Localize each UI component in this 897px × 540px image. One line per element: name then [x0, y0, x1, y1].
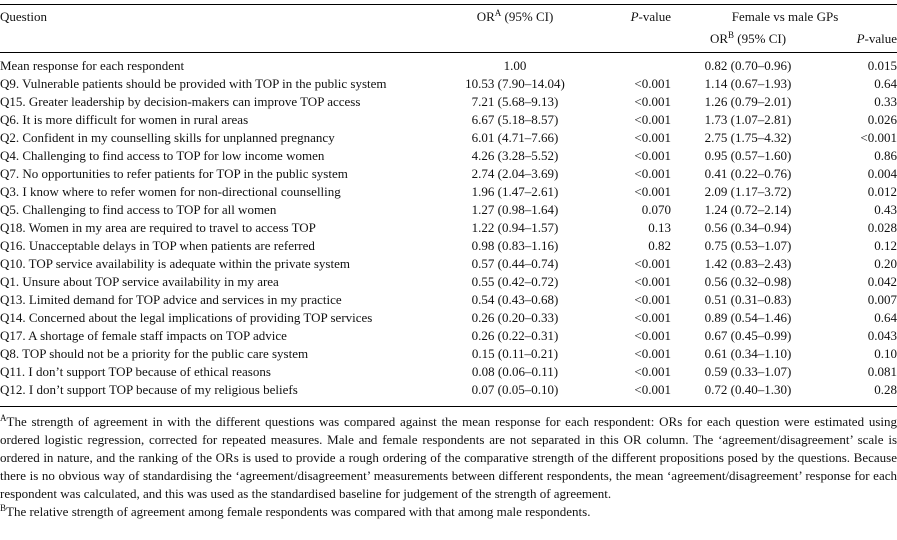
row-question: Q8. TOP should not be a priority for the public care system — [0, 346, 309, 361]
row-p2-value: 0.028 — [867, 220, 897, 235]
row-p-value: <0.001 — [634, 274, 671, 289]
row-or: 1.22 (0.94–1.57) — [471, 220, 559, 235]
table-row — [0, 93, 897, 111]
row-or: 0.26 (0.22–0.31) — [471, 328, 559, 343]
row-or: 2.74 (2.04–3.69) — [471, 166, 559, 181]
row-question: Q16. Unacceptable delays in TOP when patients are referred — [0, 238, 315, 253]
row-question: Q13. Limited demand for TOP advice and services in my practice — [0, 292, 342, 307]
row-or2: 1.42 (0.83–2.43) — [704, 256, 792, 271]
row-p-value: <0.001 — [634, 112, 671, 127]
row-question: Q1. Unsure about TOP service availability in my area — [0, 274, 279, 289]
row-or2: 1.26 (0.79–2.01) — [704, 94, 792, 109]
row-or: 6.67 (5.18–8.57) — [471, 112, 559, 127]
row-p2-value: 0.10 — [874, 346, 897, 361]
row-p-value: 0.13 — [648, 220, 671, 235]
row-p-value: <0.001 — [634, 94, 671, 109]
row-or2: 1.73 (1.07–2.81) — [704, 112, 792, 127]
table-row — [0, 381, 897, 399]
row-or2: 0.56 (0.34–0.94) — [704, 220, 792, 235]
row-or: 1.96 (1.47–2.61) — [471, 184, 559, 199]
row-p2-value: 0.12 — [874, 238, 897, 253]
row-p-value: <0.001 — [634, 310, 671, 325]
table-row — [0, 219, 897, 237]
table-row — [0, 345, 897, 363]
header-or2: $OR^B$ (95% CI) — [709, 30, 787, 46]
table-row — [0, 201, 897, 219]
row-or: 0.98 (0.83–1.16) — [471, 238, 559, 253]
row-or: 0.55 (0.42–0.72) — [471, 274, 559, 289]
row-p2-value: <0.001 — [860, 130, 897, 145]
row-or2: 0.59 (0.33–1.07) — [704, 364, 792, 379]
table-row — [0, 363, 897, 381]
table-row — [0, 57, 897, 75]
row-or: 0.15 (0.11–0.21) — [471, 346, 559, 361]
table-footnotes — [0, 413, 897, 521]
header-p2-value: P-value — [856, 31, 897, 46]
table-row — [0, 183, 897, 201]
row-or: 1.27 (0.98–1.64) — [471, 202, 559, 217]
row-or: 0.08 (0.06–0.11) — [471, 364, 559, 379]
row-or2: 2.75 (1.75–4.32) — [704, 130, 792, 145]
row-or: 0.26 (0.20–0.33) — [471, 310, 559, 325]
header-question: Question — [0, 9, 47, 24]
table-row — [0, 75, 897, 93]
row-p2-value: 0.86 — [874, 148, 897, 163]
row-question: Q5. Challenging to find access to TOP for all women — [0, 202, 277, 217]
row-p2-value: 0.081 — [867, 364, 897, 379]
table-row — [0, 255, 897, 273]
row-p-value: <0.001 — [634, 364, 671, 379]
row-question: Q10. TOP service availability is adequate within the private system — [0, 256, 350, 271]
row-or2: 0.61 (0.34–1.10) — [704, 346, 792, 361]
row-question: Q15. Greater leadership by decision-makers can improve TOP access — [0, 94, 361, 109]
row-or2: 0.89 (0.54–1.46) — [704, 310, 792, 325]
bottom-rule — [0, 406, 897, 407]
row-question: Q4. Challenging to find access to TOP for low income women — [0, 148, 325, 163]
results-table — [0, 6, 897, 399]
row-p2-value: 0.33 — [874, 94, 897, 109]
header-row-1 — [0, 6, 897, 28]
table-row — [0, 129, 897, 147]
row-or2: 0.95 (0.57–1.60) — [704, 148, 792, 163]
row-p-value: <0.001 — [634, 76, 671, 91]
row-p2-value: 0.64 — [874, 310, 897, 325]
row-or2: 2.09 (1.17–3.72) — [704, 184, 792, 199]
row-question: Q17. A shortage of female staff impacts on TOP advice — [0, 328, 287, 343]
row-question: Q9. Vulnerable patients should be provided with TOP in the public system — [0, 76, 387, 91]
row-p2-value: 0.012 — [867, 184, 897, 199]
table-row — [0, 291, 897, 309]
row-question: Mean response for each respondent — [0, 58, 185, 73]
header-group-female-vs-male: Female vs male GPs — [731, 9, 839, 24]
table-row — [0, 327, 897, 345]
row-p2-value: 0.64 — [874, 76, 897, 91]
row-or: 0.07 (0.05–0.10) — [471, 382, 559, 397]
row-question: Q12. I don’t support TOP because of my religious beliefs — [0, 382, 298, 397]
row-or: 6.01 (4.71–7.66) — [471, 130, 559, 145]
row-or: 10.53 (7.90–14.04) — [465, 76, 565, 91]
row-or2: 0.75 (0.53–1.07) — [704, 238, 792, 253]
row-or2: 0.67 (0.45–0.99) — [704, 328, 792, 343]
footnote-a: $^A$The strength of agreement in with the different questions was compared against the mean response for each respondent: ORs for each question were estimated using ordered logistic regression, corrected for repeated measures. Male and female respondents are not separated in this OR column. The ‘agreement/disagreement’ scale is ordered in nature, and the ranking of the ORs is used to provide a rough ordering of the comparative strength of the different propositions posed by the questions. Because there is no obvious way of standardising the ‘agreement/disagreement’ measurements between different respondents, the mean ‘agreement/disagreement’ response for each respondent was calculated, and this was used as the standardised baseline for judgement of the strength of agreement. — [0, 413, 897, 501]
row-p2-value: 0.20 — [874, 256, 897, 271]
row-or2: 0.41 (0.22–0.76) — [704, 166, 792, 181]
row-or2: 0.51 (0.31–0.83) — [704, 292, 792, 307]
row-question: Q11. I don’t support TOP because of ethical reasons — [0, 364, 271, 379]
row-p2-value: 0.004 — [867, 166, 897, 181]
row-p2-value: 0.43 — [874, 202, 897, 217]
table-row — [0, 111, 897, 129]
row-p2-value: 0.015 — [867, 58, 897, 73]
row-p-value: <0.001 — [634, 130, 671, 145]
table-row — [0, 309, 897, 327]
footnote-b: $^B$The relative strength of agreement among female respondents was compared with that among male respondents. — [0, 503, 591, 519]
row-p2-value: 0.026 — [867, 112, 897, 127]
row-question: Q2. Confident in my counselling skills for unplanned pregnancy — [0, 130, 335, 145]
row-p-value — [575, 57, 673, 75]
row-p2-value: 0.007 — [867, 292, 897, 307]
row-p-value: <0.001 — [634, 256, 671, 271]
row-or: 7.21 (5.68–9.13) — [471, 94, 559, 109]
row-p-value: <0.001 — [634, 166, 671, 181]
row-or: 4.26 (3.28–5.52) — [471, 148, 559, 163]
row-p2-value: 0.28 — [874, 382, 897, 397]
row-or2: 0.82 (0.70–0.96) — [704, 58, 792, 73]
row-p2-value: 0.043 — [867, 328, 897, 343]
row-or2: 1.14 (0.67–1.93) — [704, 76, 792, 91]
row-p2-value: 0.042 — [867, 274, 897, 289]
table-row — [0, 147, 897, 165]
row-or2: 0.56 (0.32–0.98) — [704, 274, 792, 289]
row-p-value: 0.070 — [641, 202, 671, 217]
header-or: $OR^A$ (95% CI) — [476, 8, 554, 24]
row-or: 0.57 (0.44–0.74) — [471, 256, 559, 271]
header-p-value: P-value — [630, 9, 671, 24]
row-or2: 1.24 (0.72–2.14) — [704, 202, 792, 217]
row-question: Q6. It is more difficult for women in rural areas — [0, 112, 249, 127]
row-p-value: <0.001 — [634, 346, 671, 361]
header-row-2 — [0, 28, 897, 49]
row-question: Q14. Concerned about the legal implications of providing TOP services — [0, 310, 373, 325]
row-or: 1.00 — [503, 58, 527, 73]
row-question: Q18. Women in my area are required to travel to access TOP — [0, 220, 316, 235]
table-row — [0, 273, 897, 291]
row-p-value: <0.001 — [634, 382, 671, 397]
top-rule — [0, 4, 897, 5]
row-or2: 0.72 (0.40–1.30) — [704, 382, 792, 397]
row-p-value: <0.001 — [634, 184, 671, 199]
row-question: Q7. No opportunities to refer patients for TOP in the public system — [0, 166, 348, 181]
row-p-value: <0.001 — [634, 292, 671, 307]
row-p-value: <0.001 — [634, 148, 671, 163]
table-row — [0, 165, 897, 183]
row-p-value: 0.82 — [648, 238, 671, 253]
table-row — [0, 237, 897, 255]
row-question: Q3. I know where to refer women for non-directional counselling — [0, 184, 341, 199]
row-p-value: <0.001 — [634, 328, 671, 343]
row-or: 0.54 (0.43–0.68) — [471, 292, 559, 307]
